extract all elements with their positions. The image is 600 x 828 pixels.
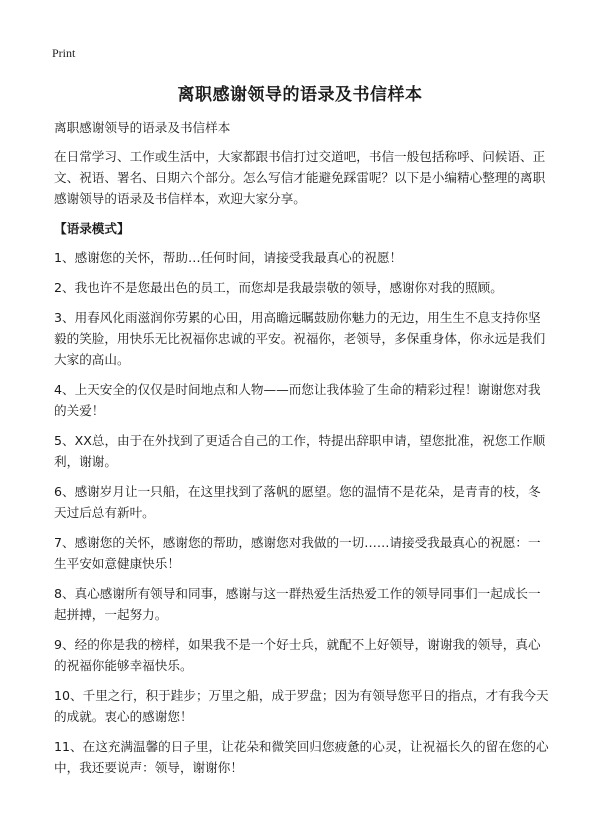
quote-item-11: 11、在这充满温馨的日子里，让花朵和微笑回归您疲惫的心灵，让祝福长久的留在您的心中，我还要说声：领导，谢谢你！ xyxy=(54,739,549,775)
quote-item-9: 9、经的你是我的榜样，如果我不是一个好士兵，就配不上好领导，谢谢我的领导，真心的祝福你能够幸福快乐。 xyxy=(54,637,541,673)
quote-item-10: 10、千里之行，积于跬步；万里之船，成于罗盘；因为有领导您平日的指点，才有我今天的成就。衷心的感谢您！ xyxy=(54,688,549,724)
quote-item-6: 6、感谢岁月让一只船，在这里找到了落帆的愿望。您的温情不是花朵，是青青的枝，冬天过后总有新叶。 xyxy=(54,484,541,520)
quote-item-3: 3、用春风化雨滋润你劳累的心田，用高瞻远瞩鼓励你魅力的无边，用生生不息支持你坚毅的笑脸，用快乐无比祝福你忠诚的平安。祝福你，老领导，多保重身体，你永远是我们大家的高山。 xyxy=(54,310,546,367)
page-title: 离职感谢领导的语录及书信样本 xyxy=(177,85,423,105)
quote-item-5: 5、XX总，由于在外找到了更适合自己的工作，特提出辞职申请，望您批准，祝您工作顺利，谢谢。 xyxy=(54,433,546,469)
quote-item-7: 7、感谢您的关怀，感谢您的帮助，感谢您对我做的一切……请接受我最真心的祝愿：一生平安如意健康快乐！ xyxy=(54,535,541,571)
section-heading: 【语录模式】 xyxy=(54,221,130,236)
intro-paragraph: 在日常学习、工作或生活中，大家都跟书信打过交道吧，书信一般包括称呼、问候语、正文、祝语、署名、日期六个部分。怎么写信才能避免踩雷呢？以下是小编精心整理的离职感谢领导的语录及书信样本，欢迎大家分享。 xyxy=(54,149,546,206)
quote-item-4: 4、上天安全的仅仅是时间地点和人物——而您让我体验了生命的精彩过程！谢谢您对我的关爱！ xyxy=(54,382,541,418)
quote-item-8: 8、真心感谢所有领导和同事，感谢与这一群热爱生活热爱工作的领导同事们一起成长一起拼搏，一起努力。 xyxy=(54,586,541,622)
article-body xyxy=(54,117,552,787)
article-subtitle: 离职感谢领导的语录及书信样本 xyxy=(54,120,231,135)
quote-item-2: 2、我也许不是您最出色的员工，而您却是我最崇敬的领导，感谢你对我的照顾。 xyxy=(54,280,503,295)
quote-item-1: 1、感谢您的关怀，帮助…任何时间，请接受我最真心的祝愿！ xyxy=(54,250,403,265)
print-link[interactable]: Print xyxy=(52,46,76,60)
